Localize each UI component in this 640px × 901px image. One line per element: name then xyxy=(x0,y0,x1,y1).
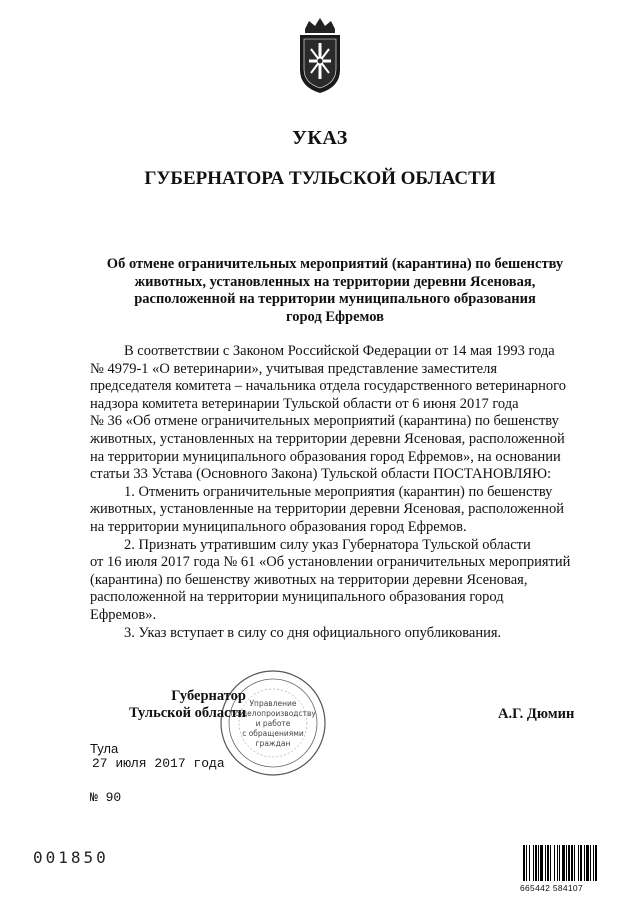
barcode-bar xyxy=(533,845,534,881)
barcode-bar xyxy=(595,845,597,881)
barcode-bar xyxy=(593,845,594,881)
barcode-bar xyxy=(535,845,537,881)
barcode-bar xyxy=(523,845,525,881)
preamble-line-text: № 36 «Об отмене ограничительных мероприятий (карантина) по бешенству xyxy=(90,413,559,430)
item1-line-text: 1. Отменить ограничительные мероприятия (карантин) по бешенству xyxy=(124,483,553,500)
preamble-line xyxy=(90,396,587,414)
issue-date: 27 июля 2017 года xyxy=(92,756,225,771)
coat-of-arms-emblem xyxy=(295,15,345,95)
item1-line xyxy=(90,519,587,537)
barcode-bar xyxy=(580,845,582,881)
preamble-line xyxy=(90,343,587,361)
issue-place: Тула xyxy=(90,741,119,756)
stamp-text: с обращениями xyxy=(242,729,304,738)
item2-line-text: Ефремов». xyxy=(90,606,157,623)
subject-line: животных, установленных на территории деревни Ясеновая, xyxy=(134,273,536,290)
item2-line xyxy=(90,554,587,572)
preamble-line-text: на территории муниципального образования город Ефремов», на основании xyxy=(90,448,561,465)
preamble-line xyxy=(90,413,587,431)
barcode-bar xyxy=(566,845,567,881)
item1-line xyxy=(90,484,587,502)
item1-line-text: животных, установленные на территории деревни Ясеновая, расположенной xyxy=(90,501,564,518)
barcode-bar xyxy=(584,845,585,881)
barcode-bar xyxy=(568,845,570,881)
item2-line-text: 2. Признать утратившим силу указ Губернатора Тульской области xyxy=(124,536,531,553)
barcode-bar xyxy=(538,845,539,881)
preamble-line-text: надзора комитета ветеринарии Тульской области от 6 июня 2017 года xyxy=(90,395,519,412)
subject-line: Об отмене ограничительных мероприятий (карантина) по бешенству xyxy=(106,256,564,272)
official-stamp xyxy=(218,668,328,778)
subject-line: расположенной на территории муниципального образования xyxy=(134,291,536,307)
preamble-line xyxy=(90,361,587,379)
decree-issuer: ГУБЕРНАТОРА ТУЛЬСКОЙ ОБЛАСТИ xyxy=(144,168,496,189)
item2-line-text: от 16 июля 2017 года № 61 «Об установлении ограничительных мероприятий xyxy=(90,554,571,571)
preamble-line-text: В соответствии с Законом Российской Федерации от 14 мая 1993 года xyxy=(124,343,555,359)
barcode-bar xyxy=(554,845,555,881)
barcode-bar xyxy=(529,845,530,881)
stamp-text: Управление xyxy=(249,699,297,708)
barcode-bar xyxy=(526,845,527,881)
preamble-line xyxy=(90,449,587,467)
barcode-bar xyxy=(578,845,579,881)
item2-line-text: (карантина) по бешенству животных на территории деревни Ясеновая, xyxy=(90,571,528,588)
decree-body xyxy=(90,343,587,642)
stamp-text: и работе xyxy=(255,719,291,728)
signer-name: А.Г. Дюмин xyxy=(498,706,575,722)
preamble-line xyxy=(90,431,587,449)
barcode-bar xyxy=(590,845,591,881)
barcode-bar xyxy=(557,845,558,881)
item2-line xyxy=(90,537,587,555)
preamble-line-text: председателя комитета – начальника отдела государственного ветеринарного xyxy=(90,378,567,395)
item3-line-text: 3. Указ вступает в силу со дня официального опубликования. xyxy=(124,624,502,641)
barcode-bar xyxy=(540,845,543,881)
serial-number: 001850 xyxy=(33,848,109,867)
stamp-text: граждан xyxy=(255,739,291,748)
signer-position-line: Губернатор xyxy=(171,688,246,704)
barcode xyxy=(523,845,613,885)
barcode-bar xyxy=(571,845,573,881)
stamp-text: по делопроизводству xyxy=(230,709,316,718)
item1-line xyxy=(90,501,587,519)
barcode-bar xyxy=(559,845,560,881)
item3-line xyxy=(90,625,587,643)
barcode-bar xyxy=(562,845,565,881)
item2-line xyxy=(90,607,587,625)
preamble-line xyxy=(90,466,587,484)
preamble-line-text: статьи 33 Устава (Основного Закона) Тульской области ПОСТАНОВЛЯЮ: xyxy=(90,466,552,483)
decree-title: УКАЗ xyxy=(292,127,348,149)
item2-line xyxy=(90,589,587,607)
signer-position-line: Тульской области xyxy=(129,705,246,721)
signer-position xyxy=(118,688,246,722)
decree-number: № 90 xyxy=(90,790,122,805)
preamble-line-text: животных, установленных на территории деревни Ясеновая, расположенной xyxy=(90,430,565,447)
item2-line xyxy=(90,572,587,590)
item1-line-text: на территории муниципального образования город Ефремов. xyxy=(90,518,467,535)
barcode-bar xyxy=(574,845,575,881)
item2-line-text: расположенной на территории муниципального образования город xyxy=(90,589,504,606)
barcode-bar xyxy=(550,845,551,881)
barcode-bar xyxy=(586,845,589,881)
decree-subject xyxy=(95,256,575,326)
barcode-number: 665442 584107 xyxy=(520,883,583,893)
preamble-line xyxy=(90,378,587,396)
subject-line: город Ефремов xyxy=(286,308,384,325)
barcode-bar xyxy=(547,845,549,881)
preamble-line-text: № 4979-1 «О ветеринарии», учитывая представление заместителя xyxy=(90,360,497,377)
barcode-bar xyxy=(545,845,546,881)
